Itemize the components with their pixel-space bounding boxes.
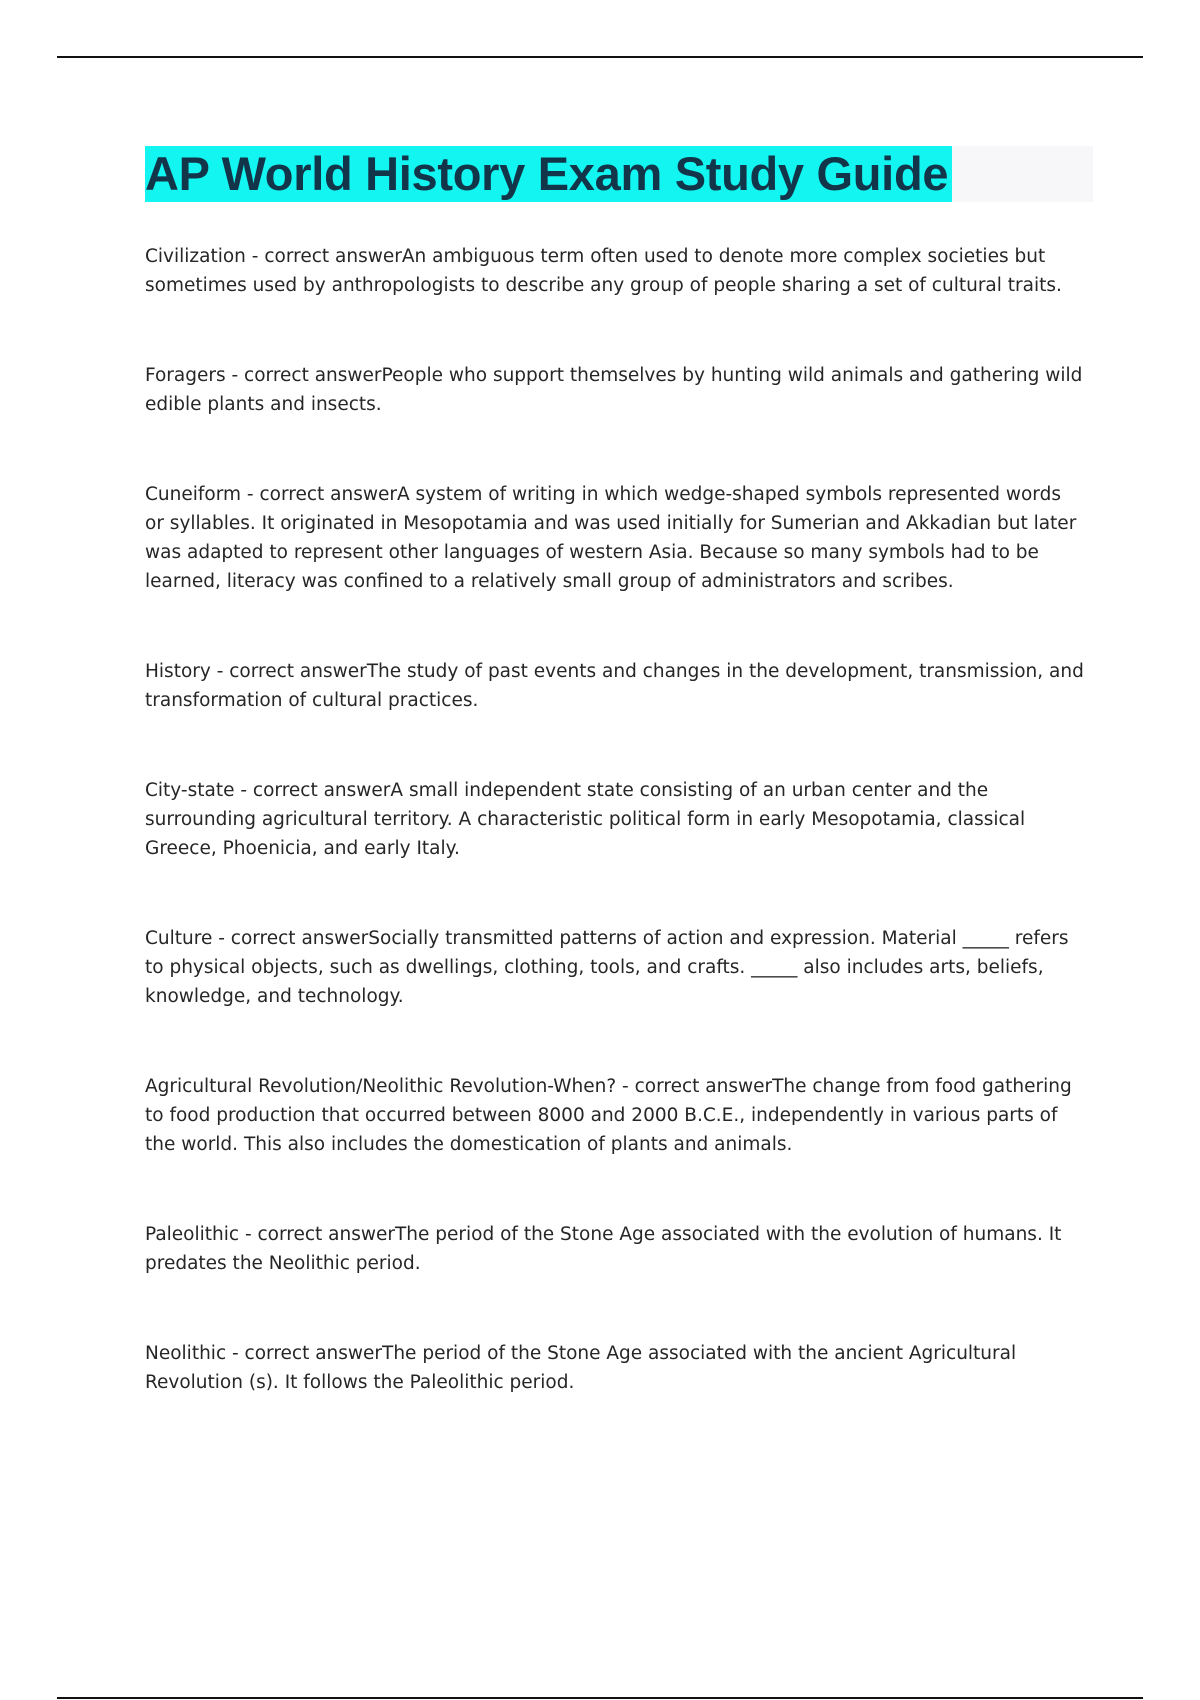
entry-separator: - correct answer [225,365,382,386]
entry-foragers [145,361,1085,419]
entry-definition: An ambiguous term often used to denote more complex societies but sometimes used by anthropologists to describe any group of people sharing a set of cultural traits. [145,246,1062,296]
entry-history [145,657,1085,715]
entry-separator: - correct answer [239,1224,395,1245]
entry-culture [145,924,1085,1011]
entry-definition: The period of the Stone Age associated with the evolution of humans. It predates the Neolithic period. [145,1224,1062,1274]
entry-separator: - correct answer [226,1343,383,1364]
study-guide-entries [145,242,1085,1458]
entry-separator: - correct answer [616,1076,773,1097]
entry-separator: - correct answer [212,928,369,949]
entry-term: History [145,661,211,682]
entry-city-state [145,776,1085,863]
entry-definition: The study of past events and changes in the development, transmission, and transformation of cultural practices. [145,661,1084,711]
entry-term: Agricultural Revolution/Neolithic Revolution-When? [145,1076,617,1097]
entry-definition: The period of the Stone Age associated with the ancient Agricultural Revolution (s). It follows the Paleolithic period. [145,1343,1017,1393]
entry-term: City-state [145,780,235,801]
entry-term: Civilization [145,246,246,267]
entry-definition: Socially transmitted patterns of action and expression. Material _____ refers to physical objects, such as dwellings, clothing, tools, and crafts. _____ also includes arts, beliefs, knowledge, and technology. [145,928,1069,1007]
entry-paleolithic [145,1220,1085,1278]
entry-definition: People who support themselves by hunting wild animals and gathering wild edible plants and insects. [145,365,1083,415]
entry-separator: - correct answer [210,661,367,682]
entry-definition: The change from food gathering to food production that occurred between 8000 and 2000 B.C.E., independently in various parts of the world. This also includes the domestication of plants and animals. [145,1076,1072,1155]
entry-agricultural-revolution [145,1072,1085,1159]
entry-definition: A system of writing in which wedge-shaped symbols represented words or syllables. It originated in Mesopotamia and was used initially for Sumerian and Akkadian but later was adapted to represent other languages of western Asia. Because so many symbols had to be learned, literacy was confined to a relatively small group of administrators and scribes. [145,484,1077,592]
entry-neolithic [145,1339,1085,1397]
entry-civilization [145,242,1085,300]
entry-cuneiform [145,480,1085,596]
entry-term: Neolithic [145,1343,227,1364]
title-band [145,146,1093,202]
bottom-rule [57,1697,1143,1699]
entry-separator: - correct answer [245,246,402,267]
entry-separator: - correct answer [234,780,391,801]
entry-term: Paleolithic [145,1224,240,1245]
page-title: AP World History Exam Study Guide [145,146,952,202]
entry-term: Culture [145,928,213,949]
top-rule [57,56,1143,58]
entry-separator: - correct answer [241,484,397,505]
entry-definition: A small independent state consisting of an urban center and the surrounding agricultural territory. A characteristic political form in early Mesopotamia, classical Greece, Phoenicia, and early Italy. [145,780,1026,859]
entry-term: Cuneiform [145,484,242,505]
entry-term: Foragers [145,365,226,386]
